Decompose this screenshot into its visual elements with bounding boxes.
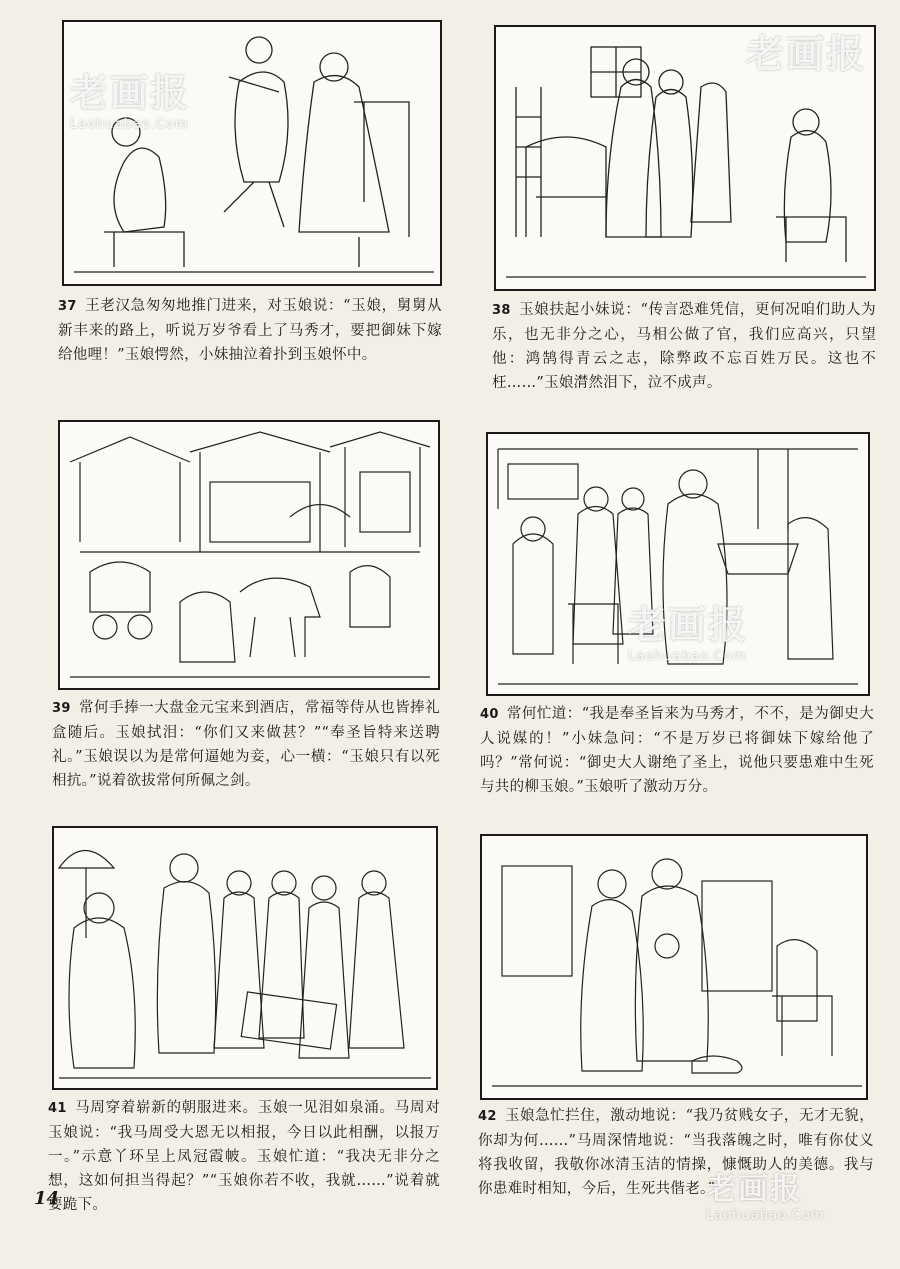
illustration-panel-38 (494, 25, 876, 291)
caption-number: 37 (58, 299, 77, 314)
watermark-brand: 老画报 (746, 32, 867, 76)
caption-41 (48, 1096, 440, 1217)
illustration-42 (482, 836, 866, 1098)
illustration-37 (64, 22, 440, 284)
illustration-panel-37 (62, 20, 442, 286)
caption-number: 41 (48, 1101, 67, 1116)
caption-42 (478, 1104, 874, 1201)
page-number: 14 (34, 1188, 60, 1209)
illustration-panel-40 (486, 432, 870, 696)
watermark-brand: 老画报 (628, 603, 749, 647)
watermark-site: Laohuabao.Com (706, 1208, 825, 1223)
caption-39 (52, 696, 440, 793)
caption-text: 王老汉急匆匆地推门进来，对玉娘说：“玉娘，舅舅从新丰来的路上，听说万岁爷看上了马秀才，要把御妹下嫁给他哩！”玉娘愕然，小妹抽泣着扑到玉娘怀中。 (58, 298, 442, 363)
caption-number: 42 (478, 1109, 497, 1124)
watermark-site: Laohuabao.Com (628, 649, 747, 664)
caption-text: 玉娘急忙拦住，激动地说：“我乃贫贱女子，无才无貌，你却为何……”马周深情地说：“当我落魄之时，唯有你仗义将我收留，我敬你冰清玉洁的情操，慷慨助人的美德。我与你患难时相知，今后，生死共偕老。” (478, 1108, 874, 1197)
caption-text: 常何忙道：“我是奉圣旨来为马秀才，不不，是为御史大人说媒的！”小妹急问：“不是万岁已将御妹下嫁给他了吗？”常何说：“御史大人谢绝了圣上，说他只要患难中生死与共的柳玉娘。”玉娘听了激动万分。 (480, 706, 874, 795)
caption-38 (492, 298, 876, 395)
illustration-panel-39 (58, 420, 440, 690)
illustration-39 (60, 422, 438, 688)
caption-40 (480, 702, 874, 799)
illustration-40 (488, 434, 868, 694)
caption-text: 马周穿着崭新的朝服进来。玉娘一见泪如泉涌。马周对玉娘说：“我马周受大恩无以相报，今日以此相酬，以报万一。”示意丫环呈上凤冠霞帔。玉娘忙道：“我决无非分之想，这如何担当得起？”“玉娘你若不收，我就……”说着就要跪下。 (48, 1100, 440, 1213)
watermark-site: Laohuabao.Com (70, 117, 189, 132)
caption-number: 38 (492, 303, 511, 318)
illustration-41 (54, 828, 436, 1088)
caption-text: 玉娘扶起小妹说：“传言恐难凭信，更何况咱们助人为乐，也无非分之心，马相公做了官，我们应高兴，只望他：鸿鹄得青云之志，除弊政不忘百姓万民。这也不枉……”玉娘潸然泪下，泣不成声。 (492, 302, 876, 391)
watermark-brand: 老画报 (70, 71, 191, 115)
watermark-brand: 老画报 (706, 1172, 802, 1207)
illustration-panel-41 (52, 826, 438, 1090)
illustration-panel-42 (480, 834, 868, 1100)
caption-number: 40 (480, 707, 499, 722)
caption-37 (58, 294, 442, 367)
caption-text: 常何手捧一大盘金元宝来到酒店，常福等侍从也皆捧礼盒随后。玉娘拭泪：“你们又来做甚？”“奉圣旨特来送聘礼。”玉娘误以为是常何逼她为妾，心一横：“玉娘只有以死相抗。”说着欲拔常何所佩之剑。 (52, 700, 440, 789)
illustration-38 (496, 27, 874, 289)
caption-number: 39 (52, 701, 71, 716)
